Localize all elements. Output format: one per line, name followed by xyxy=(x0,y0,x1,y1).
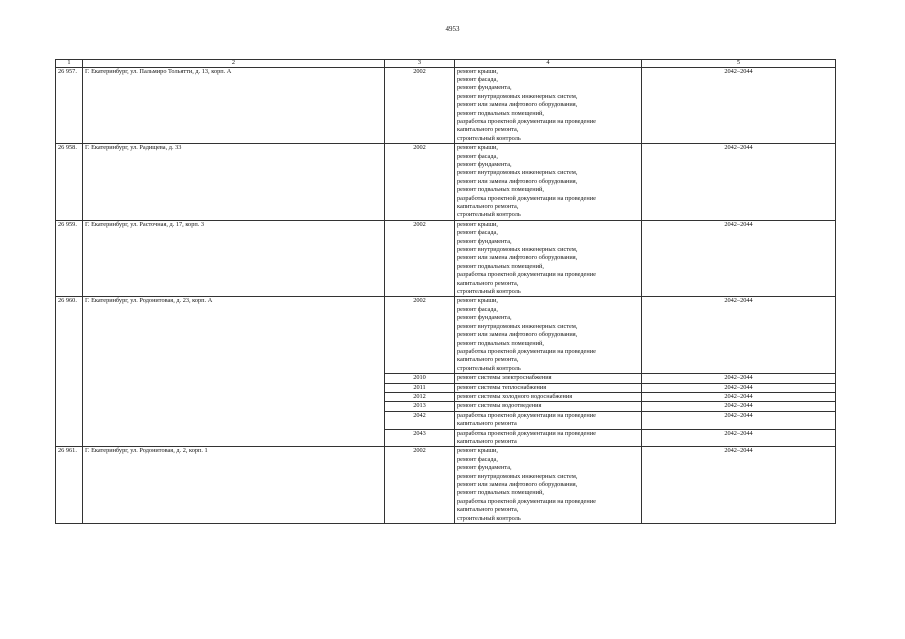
works-cell xyxy=(455,429,642,447)
work-item: ремонт фасада, xyxy=(457,305,498,313)
work-item: ремонт фасада, xyxy=(457,152,498,160)
work-item: ремонт внутридомовых инженерных систем, xyxy=(457,169,578,177)
work-item: ремонт подвальных помещений, xyxy=(457,186,544,194)
header-col-5: 5 xyxy=(642,60,836,68)
address-cell: Г. Екатеринбург, ул. Родонитовая, д. 23, корп. А xyxy=(83,297,385,447)
header-col-4: 4 xyxy=(455,60,642,68)
header-col-3: 3 xyxy=(385,60,455,68)
works-cell xyxy=(455,392,642,401)
work-item: строительный контроль xyxy=(457,288,521,296)
work-item: ремонт фундамента, xyxy=(457,160,512,168)
work-item: капитального ремонта, xyxy=(457,279,519,287)
address-cell: Г. Екатеринбург, ул. Пальмиро Тольятти, д. 13, корп. А xyxy=(83,67,385,144)
period-cell: 2042–2044 xyxy=(642,374,836,383)
work-item: ремонт внутридомовых инженерных систем, xyxy=(457,92,578,100)
work-item: строительный контроль xyxy=(457,364,521,372)
period-cell: 2042–2044 xyxy=(642,447,836,524)
table-row xyxy=(56,297,836,374)
work-item: ремонт или замена лифтового оборудования, xyxy=(457,101,578,109)
period-cell: 2042–2044 xyxy=(642,67,836,144)
work-item: разработка проектной документации на проведение xyxy=(457,411,596,419)
row-number: 26 957. xyxy=(56,67,83,144)
works-cell xyxy=(455,447,642,524)
year-cell: 2002 xyxy=(385,144,455,221)
page-number: 4953 xyxy=(445,25,460,33)
work-item: ремонт подвальных помещений, xyxy=(457,489,544,497)
work-item: ремонт подвальных помещений, xyxy=(457,109,544,117)
year-cell: 2042 xyxy=(385,411,455,429)
period-cell: 2042–2044 xyxy=(642,297,836,374)
year-cell: 2012 xyxy=(385,392,455,401)
year-cell: 2002 xyxy=(385,67,455,144)
work-item: ремонт фундамента, xyxy=(457,464,512,472)
year-cell: 2013 xyxy=(385,402,455,411)
table-row xyxy=(56,447,836,524)
work-item: ремонт системы теплоснабжения xyxy=(457,383,547,391)
work-item: ремонт крыши, xyxy=(457,67,499,75)
year-cell: 2011 xyxy=(385,383,455,392)
period-cell: 2042–2044 xyxy=(642,402,836,411)
work-item: разработка проектной документации на проведение xyxy=(457,117,596,125)
work-item: ремонт крыши, xyxy=(457,297,499,305)
year-cell: 2002 xyxy=(385,297,455,374)
period-cell: 2042–2044 xyxy=(642,429,836,447)
header-col-1: 1 xyxy=(56,60,83,68)
address-cell: Г. Екатеринбург, ул. Расточная, д. 17, корп. 3 xyxy=(83,220,385,297)
works-cell xyxy=(455,383,642,392)
address-cell: Г. Екатеринбург, ул. Радищева, д. 33 xyxy=(83,144,385,221)
work-item: ремонт подвальных помещений, xyxy=(457,262,544,270)
year-cell: 2043 xyxy=(385,429,455,447)
works-cell xyxy=(455,374,642,383)
work-item: ремонт фундамента, xyxy=(457,237,512,245)
year-cell: 2002 xyxy=(385,220,455,297)
work-item: ремонт системы электроснабжения xyxy=(457,374,552,382)
work-item: ремонт или замена лифтового оборудования, xyxy=(457,481,578,488)
work-item: капитального ремонта, xyxy=(457,126,519,134)
work-item: капитального ремонта xyxy=(457,420,517,428)
works-cell xyxy=(455,402,642,411)
work-item: разработка проектной документации на проведение xyxy=(457,347,596,355)
work-item: ремонт или замена лифтового оборудования, xyxy=(457,177,578,185)
work-item: разработка проектной документации на проведение xyxy=(457,497,596,505)
work-item: капитального ремонта, xyxy=(457,203,519,210)
works-cell xyxy=(455,411,642,429)
work-item: ремонт подвальных помещений, xyxy=(457,339,544,347)
work-item: ремонт или замена лифтового оборудования, xyxy=(457,331,578,339)
work-item: строительный контроль xyxy=(457,211,521,219)
work-item: ремонт крыши, xyxy=(457,220,499,228)
works-cell xyxy=(455,297,642,374)
work-item: капитального ремонта, xyxy=(457,356,519,364)
address-cell: Г. Екатеринбург, ул. Родонитовая, д. 2, корп. 1 xyxy=(83,447,385,524)
work-item: ремонт фундамента, xyxy=(457,314,512,322)
table-row xyxy=(56,67,836,144)
period-cell: 2042–2044 xyxy=(642,220,836,297)
work-item: ремонт системы водоотведения xyxy=(457,402,542,410)
work-item: строительный контроль xyxy=(457,514,521,522)
table-row xyxy=(56,144,836,221)
year-cell: 2002 xyxy=(385,447,455,524)
row-number: 26 961. xyxy=(56,447,83,524)
work-item: капитального ремонта, xyxy=(457,506,519,514)
work-item: ремонт крыши, xyxy=(457,144,499,152)
period-cell: 2042–2044 xyxy=(642,411,836,429)
header-col-2: 2 xyxy=(83,60,385,68)
table-body xyxy=(56,67,836,524)
work-item: ремонт системы холодного водоснабжения xyxy=(457,392,573,400)
work-item: разработка проектной документации на проведение xyxy=(457,429,596,437)
header-row xyxy=(56,60,836,68)
work-item: ремонт фасада, xyxy=(457,455,498,463)
work-item: строительный контроль xyxy=(457,134,521,142)
work-item: ремонт внутридомовых инженерных систем, xyxy=(457,472,578,480)
period-cell: 2042–2044 xyxy=(642,392,836,401)
work-item: ремонт внутридомовых инженерных систем, xyxy=(457,322,578,330)
period-cell: 2042–2044 xyxy=(642,144,836,221)
period-cell: 2042–2044 xyxy=(642,383,836,392)
work-item: ремонт фасада, xyxy=(457,229,498,237)
works-cell xyxy=(455,144,642,221)
work-item: разработка проектной документации на проведение xyxy=(457,271,596,279)
year-cell: 2010 xyxy=(385,374,455,383)
row-number: 26 959. xyxy=(56,220,83,297)
repair-schedule-table xyxy=(55,59,836,524)
work-item: ремонт или замена лифтового оборудования, xyxy=(457,254,578,262)
work-item: капитального ремонта xyxy=(457,437,517,445)
row-number: 26 958. xyxy=(56,144,83,221)
table-row xyxy=(56,220,836,297)
work-item: разработка проектной документации на проведение xyxy=(457,194,596,202)
work-item: ремонт фундамента, xyxy=(457,84,512,92)
work-item: ремонт фасада, xyxy=(457,75,498,83)
works-cell xyxy=(455,220,642,297)
works-cell xyxy=(455,67,642,144)
row-number: 26 960. xyxy=(56,297,83,447)
work-item: ремонт внутридомовых инженерных систем, xyxy=(457,246,578,254)
work-item: ремонт крыши, xyxy=(457,447,499,455)
